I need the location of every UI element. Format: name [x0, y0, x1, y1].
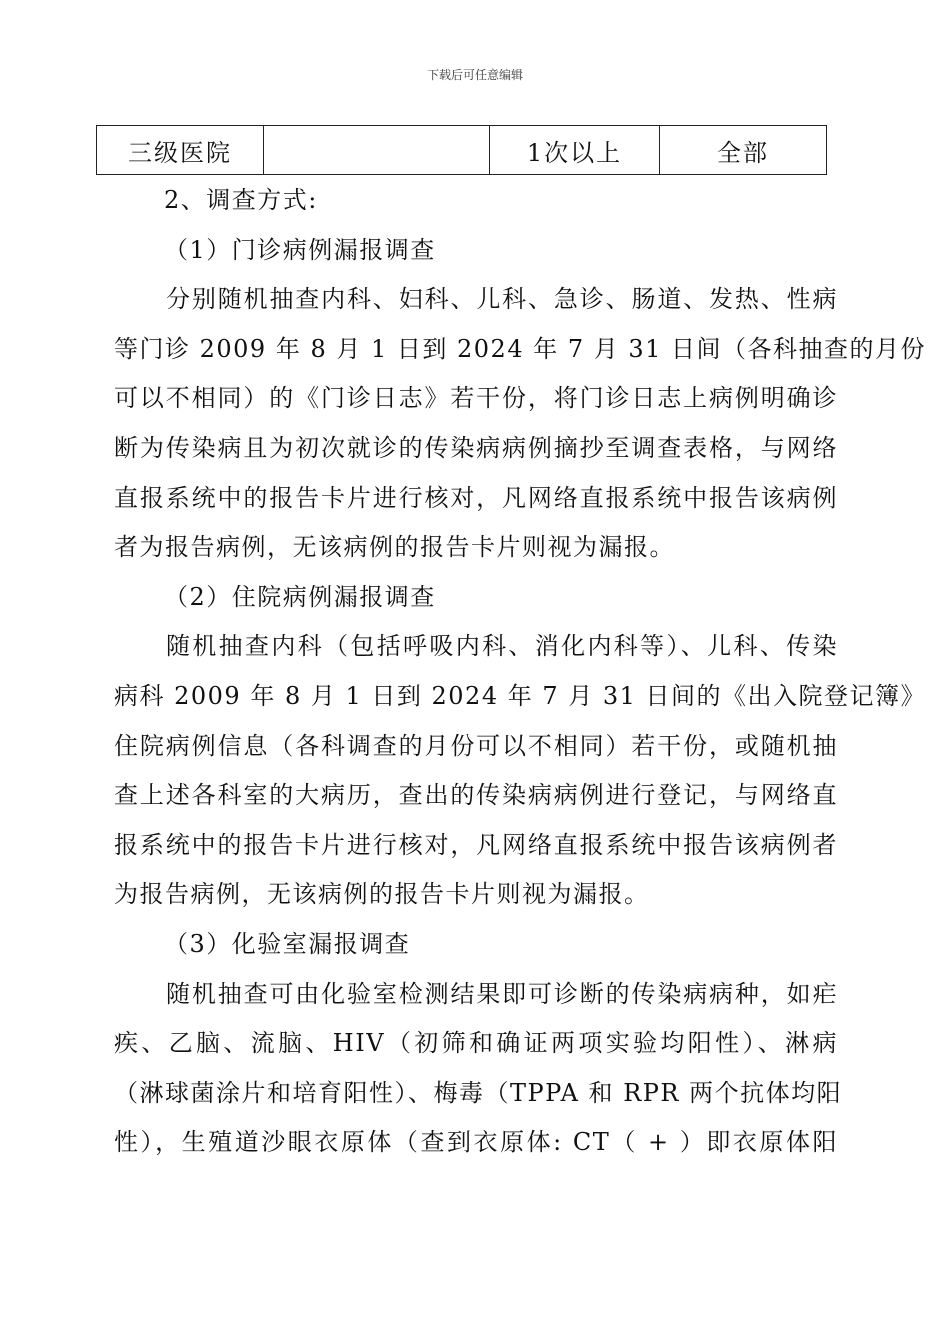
paragraph-line: 直报系统中的报告卡片进行核对，凡网络直报系统中报告该病例 [114, 483, 838, 512]
paragraph-line: 疾、乙脑、流脑、HIV（初筛和确证两项实验均阳性）、淋病 [114, 1029, 838, 1058]
paragraph-line: 者为报告病例，无该病例的报告卡片则视为漏报。 [114, 533, 675, 562]
subsection-heading: （3）化验室漏报调查 [164, 929, 411, 958]
paragraph-line: 病科 2009 年 8 月 1 日到 2024 年 7 月 31 日间的《出入院登记簿》 [114, 681, 927, 710]
table-row [97, 126, 827, 175]
hospital-level-table [96, 125, 827, 175]
subsection-heading: （2）住院病例漏报调查 [164, 582, 436, 611]
paragraph-line: 随机抽查内科（包括呼吸内科、消化内科等）、儿科、传染 [166, 632, 838, 661]
paragraph-line: 可以不相同）的《门诊日志》若干份，将门诊日志上病例明确诊 [114, 384, 838, 413]
subsection-heading: （1）门诊病例漏报调查 [164, 235, 436, 264]
paragraph-line: 分别随机抽查内科、妇科、儿科、急诊、肠道、发热、性病 [166, 285, 838, 314]
paragraph-line: （淋球菌涂片和培育阳性）、梅毒（TPPA 和 RPR 两个抗体均阳 [114, 1078, 843, 1107]
cell-blank [264, 126, 490, 175]
paragraph-line: 查上述各科室的大病历，查出的传染病病例进行登记，与网络直 [114, 781, 838, 810]
cell-frequency: 1次以上 [490, 126, 660, 175]
paragraph-line: 断为传染病且为初次就诊的传染病病例摘抄至调查表格，与网络 [114, 433, 838, 462]
paragraph-line: 报系统中的报告卡片进行核对，凡网络直报系统中报告该病例者 [114, 830, 838, 859]
cell-scope: 全部 [660, 126, 827, 175]
paragraph-line: 性），生殖道沙眼衣原体（查到衣原体: CT（ + ）即衣原体阳 [114, 1128, 838, 1157]
paragraph-line: 等门诊 2009 年 8 月 1 日到 2024 年 7 月 31 日间（各科抽查的月份 [114, 334, 927, 363]
paragraph-line: 为报告病例，无该病例的报告卡片则视为漏报。 [114, 880, 650, 909]
page-header: 下载后可任意编辑 [426, 68, 523, 82]
cell-level: 三级医院 [97, 126, 264, 175]
paragraph-line: 住院病例信息（各科调查的月份可以不相同）若干份，或随机抽 [114, 731, 838, 760]
document-body [114, 176, 927, 1168]
section-heading: 2、调查方式: [164, 186, 318, 214]
paragraph-line: 随机抽查可由化验室检测结果即可诊断的传染病病种，如疟 [166, 979, 838, 1008]
